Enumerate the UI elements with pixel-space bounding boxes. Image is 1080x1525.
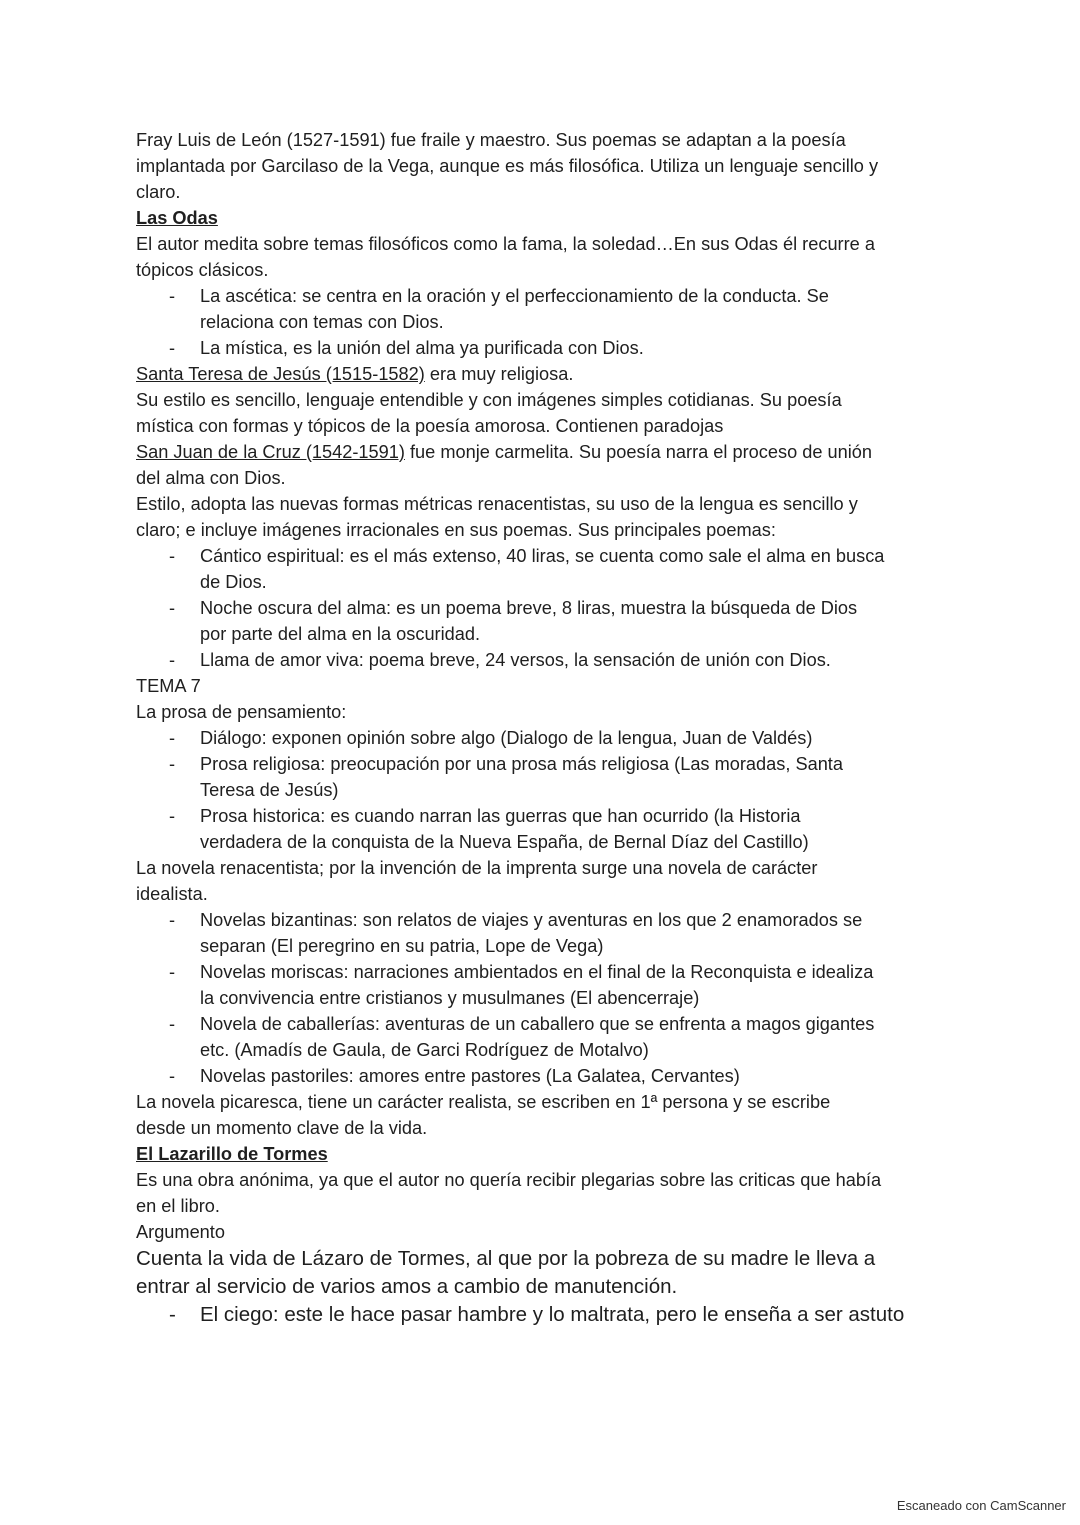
list-item-continuation: por parte del alma en la oscuridad. bbox=[200, 624, 481, 644]
list-item bbox=[136, 283, 951, 309]
paragraph-line: idealista. bbox=[136, 884, 208, 904]
list-item bbox=[136, 1301, 951, 1329]
paragraph-text: era muy religiosa. bbox=[424, 364, 574, 384]
list-item bbox=[136, 335, 951, 361]
list-item-text: El ciego: este le hace pasar hambre y lo maltrata, pero le enseña a ser astuto bbox=[200, 1303, 905, 1326]
list-item-continuation: de Dios. bbox=[200, 572, 267, 592]
argumento-label: Argumento bbox=[136, 1222, 225, 1242]
dash-bullet: - bbox=[169, 1014, 176, 1034]
paragraph-line: claro. bbox=[136, 182, 181, 202]
list-item-text: Novelas pastoriles: amores entre pastores (La Galatea, Cervantes) bbox=[200, 1066, 740, 1086]
paragraph-line: La prosa de pensamiento: bbox=[136, 702, 347, 722]
dash-bullet: - bbox=[169, 338, 176, 358]
paragraph-line: desde un momento clave de la vida. bbox=[136, 1118, 428, 1138]
dash-bullet: - bbox=[169, 598, 176, 618]
list-item-text: Novela de caballerías: aventuras de un caballero que se enfrenta a magos gigantes bbox=[200, 1014, 875, 1034]
paragraph-line: entrar al servicio de varios amos a cambio de manutención. bbox=[136, 1275, 678, 1298]
list-item bbox=[136, 803, 951, 829]
list-item-text: Novelas bizantinas: son relatos de viajes y aventuras en los que 2 enamorados se bbox=[200, 910, 863, 930]
paragraph-line bbox=[136, 361, 951, 387]
paragraph-line: en el libro. bbox=[136, 1196, 220, 1216]
list-item bbox=[136, 1011, 951, 1037]
dash-bullet: - bbox=[169, 286, 176, 306]
list-item bbox=[136, 725, 951, 751]
paragraph-line: La novela renacentista; por la invención de la imprenta surge una novela de carácter bbox=[136, 858, 818, 878]
paragraph-line bbox=[136, 439, 951, 465]
list-item-continuation: relaciona con temas con Dios. bbox=[200, 312, 444, 332]
paragraph-line: mística con formas y tópicos de la poesía amorosa. Contienen paradojas bbox=[136, 416, 724, 436]
paragraph-line: claro; e incluye imágenes irracionales en sus poemas. Sus principales poemas: bbox=[136, 520, 776, 540]
paragraph-line: del alma con Dios. bbox=[136, 468, 286, 488]
list-item-continuation: verdadera de la conquista de la Nueva España, de Bernal Díaz del Castillo) bbox=[200, 832, 809, 852]
list-item-continuation: separan (El peregrino en su patria, Lope de Vega) bbox=[200, 936, 604, 956]
section-heading-lazarillo: El Lazarillo de Tormes bbox=[136, 1144, 328, 1164]
author-name-teresa: Santa Teresa de Jesús (1515-1582) bbox=[136, 364, 425, 384]
list-item bbox=[136, 595, 951, 621]
paragraph-line: Cuenta la vida de Lázaro de Tormes, al que por la pobreza de su madre le lleva a bbox=[136, 1247, 876, 1270]
paragraph-line: implantada por Garcilaso de la Vega, aunque es más filosófica. Utiliza un lenguaje sencillo y bbox=[136, 156, 879, 176]
list-item-text: Novelas moriscas: narraciones ambientados en el final de la Reconquista e idealiza bbox=[200, 962, 874, 982]
dash-bullet: - bbox=[169, 1066, 176, 1086]
list-item bbox=[136, 543, 951, 569]
paragraph-text: fue monje carmelita. Su poesía narra el proceso de unión bbox=[404, 442, 873, 462]
list-item-text: Prosa historica: es cuando narran las guerras que han ocurrido (la Historia bbox=[200, 806, 801, 826]
list-item-text: Llama de amor viva: poema breve, 24 versos, la sensación de unión con Dios. bbox=[200, 650, 831, 670]
list-item-text: Noche oscura del alma: es un poema breve, 8 liras, muestra la búsqueda de Dios bbox=[200, 598, 858, 618]
list-item-text: Cántico espiritual: es el más extenso, 40 liras, se cuenta como sale el alma en busca bbox=[200, 546, 885, 566]
dash-bullet: - bbox=[169, 728, 176, 748]
section-title-tema: TEMA 7 bbox=[136, 676, 201, 696]
list-item-text: La mística, es la unión del alma ya purificada con Dios. bbox=[200, 338, 644, 358]
author-name-juan: San Juan de la Cruz (1542-1591) bbox=[136, 442, 405, 462]
list-item bbox=[136, 907, 951, 933]
paragraph-line: tópicos clásicos. bbox=[136, 260, 269, 280]
list-item-continuation: la convivencia entre cristianos y musulmanes (El abencerraje) bbox=[200, 988, 700, 1008]
list-item-text: Prosa religiosa: preocupación por una prosa más religiosa (Las moradas, Santa bbox=[200, 754, 843, 774]
paragraph-line: Fray Luis de León (1527-1591) fue fraile y maestro. Sus poemas se adaptan a la poesía bbox=[136, 130, 846, 150]
dash-bullet: - bbox=[169, 910, 176, 930]
document-page bbox=[136, 127, 951, 1329]
dash-bullet: - bbox=[169, 962, 176, 982]
section-heading-odas: Las Odas bbox=[136, 208, 218, 228]
paragraph-line: El autor medita sobre temas filosóficos como la fama, la soledad…En sus Odas él recurre a bbox=[136, 234, 875, 254]
camscanner-watermark: Escaneado con CamScanner bbox=[896, 1498, 1066, 1513]
paragraph-line: Estilo, adopta las nuevas formas métricas renacentistas, su uso de la lengua es sencillo y bbox=[136, 494, 858, 514]
list-item bbox=[136, 647, 951, 673]
list-item bbox=[136, 959, 951, 985]
dash-bullet: - bbox=[169, 754, 176, 774]
dash-bullet: - bbox=[169, 546, 176, 566]
dash-bullet: - bbox=[169, 650, 176, 670]
list-item bbox=[136, 751, 951, 777]
list-item-continuation: etc. (Amadís de Gaula, de Garci Rodríguez de Motalvo) bbox=[200, 1040, 649, 1060]
paragraph-line: Es una obra anónima, ya que el autor no quería recibir plegarias sobre las criticas que había bbox=[136, 1170, 882, 1190]
list-item-text: Diálogo: exponen opinión sobre algo (Dialogo de la lengua, Juan de Valdés) bbox=[200, 728, 813, 748]
list-item-continuation: Teresa de Jesús) bbox=[200, 780, 339, 800]
dash-bullet: - bbox=[169, 1303, 176, 1326]
dash-bullet: - bbox=[169, 806, 176, 826]
list-item-text: La ascética: se centra en la oración y el perfeccionamiento de la conducta. Se bbox=[200, 286, 829, 306]
list-item bbox=[136, 1063, 951, 1089]
paragraph-line: Su estilo es sencillo, lenguaje entendible y con imágenes simples cotidianas. Su poesía bbox=[136, 390, 842, 410]
paragraph-line: La novela picaresca, tiene un carácter realista, se escriben en 1ª persona y se escribe bbox=[136, 1092, 831, 1112]
